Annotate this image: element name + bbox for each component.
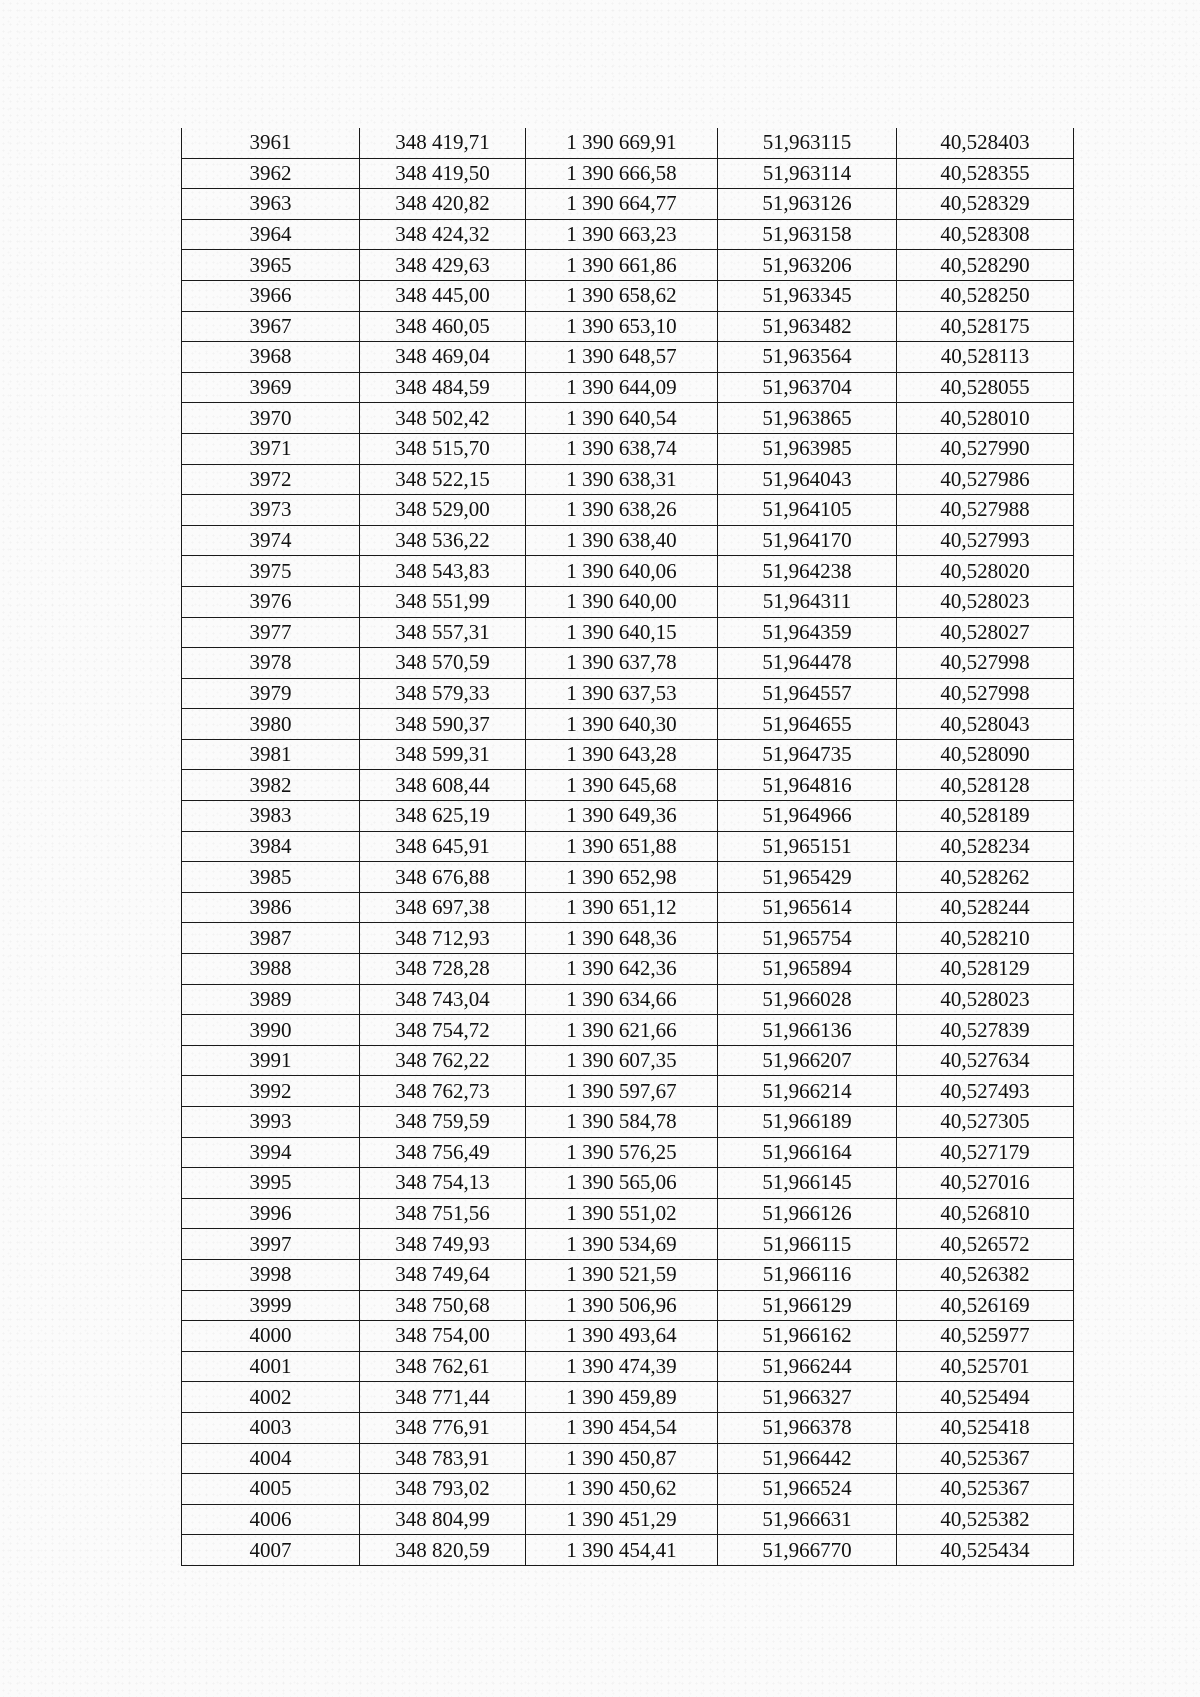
x-coordinate-cell: 348 557,31 — [360, 617, 526, 648]
y-coordinate-cell: 1 390 644,09 — [526, 372, 718, 403]
point-number-cell: 4004 — [182, 1443, 360, 1474]
y-coordinate-cell: 1 390 651,12 — [526, 892, 718, 923]
point-number-cell: 3976 — [182, 586, 360, 617]
latitude-cell: 51,965429 — [718, 862, 897, 893]
longitude-cell: 40,526169 — [897, 1290, 1074, 1321]
longitude-cell: 40,527305 — [897, 1107, 1074, 1138]
x-coordinate-cell: 348 625,19 — [360, 801, 526, 832]
point-number-cell: 3970 — [182, 403, 360, 434]
table-row — [182, 525, 1074, 556]
latitude-cell: 51,966207 — [718, 1045, 897, 1076]
latitude-cell: 51,966524 — [718, 1474, 897, 1505]
y-coordinate-cell: 1 390 450,62 — [526, 1474, 718, 1505]
point-number-cell: 3975 — [182, 556, 360, 587]
x-coordinate-cell: 348 820,59 — [360, 1535, 526, 1566]
coordinates-table — [181, 128, 1074, 1566]
y-coordinate-cell: 1 390 451,29 — [526, 1504, 718, 1535]
latitude-cell: 51,965754 — [718, 923, 897, 954]
y-coordinate-cell: 1 390 664,77 — [526, 189, 718, 220]
y-coordinate-cell: 1 390 663,23 — [526, 219, 718, 250]
table-row — [182, 770, 1074, 801]
x-coordinate-cell: 348 754,13 — [360, 1168, 526, 1199]
table-row — [182, 433, 1074, 464]
longitude-cell: 40,527634 — [897, 1045, 1074, 1076]
table-row — [182, 219, 1074, 250]
y-coordinate-cell: 1 390 648,57 — [526, 342, 718, 373]
y-coordinate-cell: 1 390 645,68 — [526, 770, 718, 801]
longitude-cell: 40,528090 — [897, 739, 1074, 770]
y-coordinate-cell: 1 390 669,91 — [526, 128, 718, 158]
point-number-cell: 3966 — [182, 280, 360, 311]
x-coordinate-cell: 348 445,00 — [360, 280, 526, 311]
y-coordinate-cell: 1 390 621,66 — [526, 1015, 718, 1046]
point-number-cell: 3964 — [182, 219, 360, 250]
longitude-cell: 40,527990 — [897, 433, 1074, 464]
x-coordinate-cell: 348 599,31 — [360, 739, 526, 770]
table-row — [182, 1015, 1074, 1046]
latitude-cell: 51,966115 — [718, 1229, 897, 1260]
point-number-cell: 4002 — [182, 1382, 360, 1413]
point-number-cell: 3994 — [182, 1137, 360, 1168]
latitude-cell: 51,966770 — [718, 1535, 897, 1566]
latitude-cell: 51,965614 — [718, 892, 897, 923]
point-number-cell: 3967 — [182, 311, 360, 342]
y-coordinate-cell: 1 390 652,98 — [526, 862, 718, 893]
x-coordinate-cell: 348 743,04 — [360, 984, 526, 1015]
table-row — [182, 801, 1074, 832]
point-number-cell: 3986 — [182, 892, 360, 923]
table-row — [182, 1535, 1074, 1566]
table-row — [182, 1259, 1074, 1290]
latitude-cell: 51,966214 — [718, 1076, 897, 1107]
x-coordinate-cell: 348 460,05 — [360, 311, 526, 342]
point-number-cell: 3978 — [182, 648, 360, 679]
longitude-cell: 40,528403 — [897, 128, 1074, 158]
x-coordinate-cell: 348 419,71 — [360, 128, 526, 158]
table-row — [182, 1412, 1074, 1443]
x-coordinate-cell: 348 502,42 — [360, 403, 526, 434]
longitude-cell: 40,528010 — [897, 403, 1074, 434]
longitude-cell: 40,528043 — [897, 709, 1074, 740]
latitude-cell: 51,966162 — [718, 1321, 897, 1352]
latitude-cell: 51,965151 — [718, 831, 897, 862]
longitude-cell: 40,525382 — [897, 1504, 1074, 1535]
longitude-cell: 40,525367 — [897, 1443, 1074, 1474]
latitude-cell: 51,966129 — [718, 1290, 897, 1321]
table-row — [182, 1474, 1074, 1505]
point-number-cell: 3987 — [182, 923, 360, 954]
y-coordinate-cell: 1 390 565,06 — [526, 1168, 718, 1199]
x-coordinate-cell: 348 762,61 — [360, 1351, 526, 1382]
table-row — [182, 403, 1074, 434]
table-row — [182, 862, 1074, 893]
point-number-cell: 4006 — [182, 1504, 360, 1535]
point-number-cell: 3988 — [182, 954, 360, 985]
y-coordinate-cell: 1 390 642,36 — [526, 954, 718, 985]
table-row — [182, 464, 1074, 495]
y-coordinate-cell: 1 390 454,41 — [526, 1535, 718, 1566]
point-number-cell: 3996 — [182, 1198, 360, 1229]
point-number-cell: 3999 — [182, 1290, 360, 1321]
latitude-cell: 51,963345 — [718, 280, 897, 311]
y-coordinate-cell: 1 390 648,36 — [526, 923, 718, 954]
table-row — [182, 342, 1074, 373]
y-coordinate-cell: 1 390 576,25 — [526, 1137, 718, 1168]
x-coordinate-cell: 348 608,44 — [360, 770, 526, 801]
latitude-cell: 51,964105 — [718, 495, 897, 526]
y-coordinate-cell: 1 390 459,89 — [526, 1382, 718, 1413]
longitude-cell: 40,528175 — [897, 311, 1074, 342]
y-coordinate-cell: 1 390 551,02 — [526, 1198, 718, 1229]
table-row — [182, 1107, 1074, 1138]
longitude-cell: 40,527493 — [897, 1076, 1074, 1107]
x-coordinate-cell: 348 749,93 — [360, 1229, 526, 1260]
longitude-cell: 40,528262 — [897, 862, 1074, 893]
longitude-cell: 40,527988 — [897, 495, 1074, 526]
x-coordinate-cell: 348 749,64 — [360, 1259, 526, 1290]
x-coordinate-cell: 348 645,91 — [360, 831, 526, 862]
latitude-cell: 51,963564 — [718, 342, 897, 373]
table-row — [182, 739, 1074, 770]
y-coordinate-cell: 1 390 638,26 — [526, 495, 718, 526]
longitude-cell: 40,527993 — [897, 525, 1074, 556]
point-number-cell: 3997 — [182, 1229, 360, 1260]
x-coordinate-cell: 348 590,37 — [360, 709, 526, 740]
longitude-cell: 40,528189 — [897, 801, 1074, 832]
y-coordinate-cell: 1 390 450,87 — [526, 1443, 718, 1474]
latitude-cell: 51,963115 — [718, 128, 897, 158]
point-number-cell: 3983 — [182, 801, 360, 832]
latitude-cell: 51,964170 — [718, 525, 897, 556]
latitude-cell: 51,963482 — [718, 311, 897, 342]
latitude-cell: 51,966126 — [718, 1198, 897, 1229]
table-row — [182, 189, 1074, 220]
point-number-cell: 3962 — [182, 158, 360, 189]
latitude-cell: 51,964557 — [718, 678, 897, 709]
x-coordinate-cell: 348 793,02 — [360, 1474, 526, 1505]
table-row — [182, 1198, 1074, 1229]
longitude-cell: 40,525494 — [897, 1382, 1074, 1413]
point-number-cell: 3991 — [182, 1045, 360, 1076]
point-number-cell: 3980 — [182, 709, 360, 740]
x-coordinate-cell: 348 771,44 — [360, 1382, 526, 1413]
latitude-cell: 51,963114 — [718, 158, 897, 189]
latitude-cell: 51,966327 — [718, 1382, 897, 1413]
latitude-cell: 51,963704 — [718, 372, 897, 403]
latitude-cell: 51,966136 — [718, 1015, 897, 1046]
longitude-cell: 40,528308 — [897, 219, 1074, 250]
latitude-cell: 51,964238 — [718, 556, 897, 587]
table-row — [182, 1321, 1074, 1352]
point-number-cell: 4007 — [182, 1535, 360, 1566]
x-coordinate-cell: 348 754,00 — [360, 1321, 526, 1352]
point-number-cell: 3995 — [182, 1168, 360, 1199]
longitude-cell: 40,528129 — [897, 954, 1074, 985]
x-coordinate-cell: 348 754,72 — [360, 1015, 526, 1046]
y-coordinate-cell: 1 390 653,10 — [526, 311, 718, 342]
x-coordinate-cell: 348 536,22 — [360, 525, 526, 556]
x-coordinate-cell: 348 804,99 — [360, 1504, 526, 1535]
point-number-cell: 4000 — [182, 1321, 360, 1352]
y-coordinate-cell: 1 390 534,69 — [526, 1229, 718, 1260]
y-coordinate-cell: 1 390 493,64 — [526, 1321, 718, 1352]
latitude-cell: 51,966244 — [718, 1351, 897, 1382]
longitude-cell: 40,525418 — [897, 1412, 1074, 1443]
y-coordinate-cell: 1 390 638,40 — [526, 525, 718, 556]
point-number-cell: 3984 — [182, 831, 360, 862]
longitude-cell: 40,527986 — [897, 464, 1074, 495]
table-row — [182, 984, 1074, 1015]
table-row — [182, 1382, 1074, 1413]
y-coordinate-cell: 1 390 640,30 — [526, 709, 718, 740]
point-number-cell: 4005 — [182, 1474, 360, 1505]
longitude-cell: 40,528244 — [897, 892, 1074, 923]
point-number-cell: 3971 — [182, 433, 360, 464]
latitude-cell: 51,964735 — [718, 739, 897, 770]
latitude-cell: 51,963158 — [718, 219, 897, 250]
x-coordinate-cell: 348 751,56 — [360, 1198, 526, 1229]
point-number-cell: 3972 — [182, 464, 360, 495]
table-row — [182, 954, 1074, 985]
latitude-cell: 51,966442 — [718, 1443, 897, 1474]
table-row — [182, 617, 1074, 648]
y-coordinate-cell: 1 390 649,36 — [526, 801, 718, 832]
longitude-cell: 40,528023 — [897, 586, 1074, 617]
latitude-cell: 51,966378 — [718, 1412, 897, 1443]
longitude-cell: 40,528128 — [897, 770, 1074, 801]
longitude-cell: 40,527998 — [897, 648, 1074, 679]
point-number-cell: 3989 — [182, 984, 360, 1015]
x-coordinate-cell: 348 515,70 — [360, 433, 526, 464]
y-coordinate-cell: 1 390 666,58 — [526, 158, 718, 189]
x-coordinate-cell: 348 697,38 — [360, 892, 526, 923]
longitude-cell: 40,526382 — [897, 1259, 1074, 1290]
longitude-cell: 40,527998 — [897, 678, 1074, 709]
longitude-cell: 40,525977 — [897, 1321, 1074, 1352]
table-row — [182, 250, 1074, 281]
table-row — [182, 1076, 1074, 1107]
latitude-cell: 51,966145 — [718, 1168, 897, 1199]
longitude-cell: 40,525367 — [897, 1474, 1074, 1505]
y-coordinate-cell: 1 390 638,74 — [526, 433, 718, 464]
point-number-cell: 3990 — [182, 1015, 360, 1046]
point-number-cell: 3968 — [182, 342, 360, 373]
longitude-cell: 40,528020 — [897, 556, 1074, 587]
longitude-cell: 40,527179 — [897, 1137, 1074, 1168]
latitude-cell: 51,964311 — [718, 586, 897, 617]
table-row — [182, 678, 1074, 709]
longitude-cell: 40,528113 — [897, 342, 1074, 373]
y-coordinate-cell: 1 390 474,39 — [526, 1351, 718, 1382]
y-coordinate-cell: 1 390 651,88 — [526, 831, 718, 862]
latitude-cell: 51,963126 — [718, 189, 897, 220]
x-coordinate-cell: 348 543,83 — [360, 556, 526, 587]
point-number-cell: 3982 — [182, 770, 360, 801]
latitude-cell: 51,964043 — [718, 464, 897, 495]
table-row — [182, 556, 1074, 587]
point-number-cell: 3961 — [182, 128, 360, 158]
y-coordinate-cell: 1 390 506,96 — [526, 1290, 718, 1321]
longitude-cell: 40,528355 — [897, 158, 1074, 189]
table-row — [182, 923, 1074, 954]
latitude-cell: 51,966631 — [718, 1504, 897, 1535]
x-coordinate-cell: 348 579,33 — [360, 678, 526, 709]
point-number-cell: 3963 — [182, 189, 360, 220]
latitude-cell: 51,965894 — [718, 954, 897, 985]
table-row — [182, 311, 1074, 342]
longitude-cell: 40,528027 — [897, 617, 1074, 648]
longitude-cell: 40,526572 — [897, 1229, 1074, 1260]
y-coordinate-cell: 1 390 640,15 — [526, 617, 718, 648]
table-row — [182, 372, 1074, 403]
table-row — [182, 586, 1074, 617]
table-row — [182, 128, 1074, 158]
point-number-cell: 3985 — [182, 862, 360, 893]
table-row — [182, 280, 1074, 311]
point-number-cell: 3969 — [182, 372, 360, 403]
y-coordinate-cell: 1 390 521,59 — [526, 1259, 718, 1290]
x-coordinate-cell: 348 424,32 — [360, 219, 526, 250]
x-coordinate-cell: 348 420,82 — [360, 189, 526, 220]
x-coordinate-cell: 348 762,22 — [360, 1045, 526, 1076]
x-coordinate-cell: 348 469,04 — [360, 342, 526, 373]
x-coordinate-cell: 348 429,63 — [360, 250, 526, 281]
point-number-cell: 3973 — [182, 495, 360, 526]
table-row — [182, 1351, 1074, 1382]
point-number-cell: 4003 — [182, 1412, 360, 1443]
latitude-cell: 51,963206 — [718, 250, 897, 281]
x-coordinate-cell: 348 484,59 — [360, 372, 526, 403]
y-coordinate-cell: 1 390 607,35 — [526, 1045, 718, 1076]
latitude-cell: 51,964655 — [718, 709, 897, 740]
y-coordinate-cell: 1 390 597,67 — [526, 1076, 718, 1107]
x-coordinate-cell: 348 712,93 — [360, 923, 526, 954]
table-row — [182, 1137, 1074, 1168]
point-number-cell: 3965 — [182, 250, 360, 281]
table-row — [182, 1229, 1074, 1260]
latitude-cell: 51,964359 — [718, 617, 897, 648]
x-coordinate-cell: 348 759,59 — [360, 1107, 526, 1138]
y-coordinate-cell: 1 390 658,62 — [526, 280, 718, 311]
table-row — [182, 1168, 1074, 1199]
x-coordinate-cell: 348 529,00 — [360, 495, 526, 526]
point-number-cell: 3974 — [182, 525, 360, 556]
latitude-cell: 51,963865 — [718, 403, 897, 434]
latitude-cell: 51,964478 — [718, 648, 897, 679]
y-coordinate-cell: 1 390 661,86 — [526, 250, 718, 281]
table-row — [182, 1504, 1074, 1535]
x-coordinate-cell: 348 783,91 — [360, 1443, 526, 1474]
longitude-cell: 40,528023 — [897, 984, 1074, 1015]
table-row — [182, 495, 1074, 526]
table-row — [182, 892, 1074, 923]
x-coordinate-cell: 348 570,59 — [360, 648, 526, 679]
x-coordinate-cell: 348 522,15 — [360, 464, 526, 495]
y-coordinate-cell: 1 390 637,78 — [526, 648, 718, 679]
point-number-cell: 3992 — [182, 1076, 360, 1107]
table-row — [182, 1045, 1074, 1076]
point-number-cell: 4001 — [182, 1351, 360, 1382]
latitude-cell: 51,966116 — [718, 1259, 897, 1290]
longitude-cell: 40,527016 — [897, 1168, 1074, 1199]
y-coordinate-cell: 1 390 640,06 — [526, 556, 718, 587]
point-number-cell: 3998 — [182, 1259, 360, 1290]
table-row — [182, 1443, 1074, 1474]
point-number-cell: 3979 — [182, 678, 360, 709]
latitude-cell: 51,966189 — [718, 1107, 897, 1138]
x-coordinate-cell: 348 551,99 — [360, 586, 526, 617]
latitude-cell: 51,964816 — [718, 770, 897, 801]
y-coordinate-cell: 1 390 643,28 — [526, 739, 718, 770]
y-coordinate-cell: 1 390 634,66 — [526, 984, 718, 1015]
x-coordinate-cell: 348 728,28 — [360, 954, 526, 985]
x-coordinate-cell: 348 750,68 — [360, 1290, 526, 1321]
y-coordinate-cell: 1 390 637,53 — [526, 678, 718, 709]
longitude-cell: 40,528250 — [897, 280, 1074, 311]
table-row — [182, 158, 1074, 189]
x-coordinate-cell: 348 776,91 — [360, 1412, 526, 1443]
x-coordinate-cell: 348 756,49 — [360, 1137, 526, 1168]
table-row — [182, 648, 1074, 679]
longitude-cell: 40,528210 — [897, 923, 1074, 954]
longitude-cell: 40,528329 — [897, 189, 1074, 220]
latitude-cell: 51,966164 — [718, 1137, 897, 1168]
longitude-cell: 40,526810 — [897, 1198, 1074, 1229]
x-coordinate-cell: 348 676,88 — [360, 862, 526, 893]
longitude-cell: 40,525701 — [897, 1351, 1074, 1382]
y-coordinate-cell: 1 390 638,31 — [526, 464, 718, 495]
longitude-cell: 40,528234 — [897, 831, 1074, 862]
point-number-cell: 3977 — [182, 617, 360, 648]
x-coordinate-cell: 348 419,50 — [360, 158, 526, 189]
latitude-cell: 51,964966 — [718, 801, 897, 832]
y-coordinate-cell: 1 390 454,54 — [526, 1412, 718, 1443]
point-number-cell: 3981 — [182, 739, 360, 770]
longitude-cell: 40,527839 — [897, 1015, 1074, 1046]
y-coordinate-cell: 1 390 640,00 — [526, 586, 718, 617]
coordinates-table-body — [182, 128, 1074, 1565]
longitude-cell: 40,528290 — [897, 250, 1074, 281]
longitude-cell: 40,528055 — [897, 372, 1074, 403]
x-coordinate-cell: 348 762,73 — [360, 1076, 526, 1107]
y-coordinate-cell: 1 390 584,78 — [526, 1107, 718, 1138]
latitude-cell: 51,966028 — [718, 984, 897, 1015]
table-row — [182, 709, 1074, 740]
y-coordinate-cell: 1 390 640,54 — [526, 403, 718, 434]
longitude-cell: 40,525434 — [897, 1535, 1074, 1566]
table-row — [182, 831, 1074, 862]
table-row — [182, 1290, 1074, 1321]
latitude-cell: 51,963985 — [718, 433, 897, 464]
point-number-cell: 3993 — [182, 1107, 360, 1138]
